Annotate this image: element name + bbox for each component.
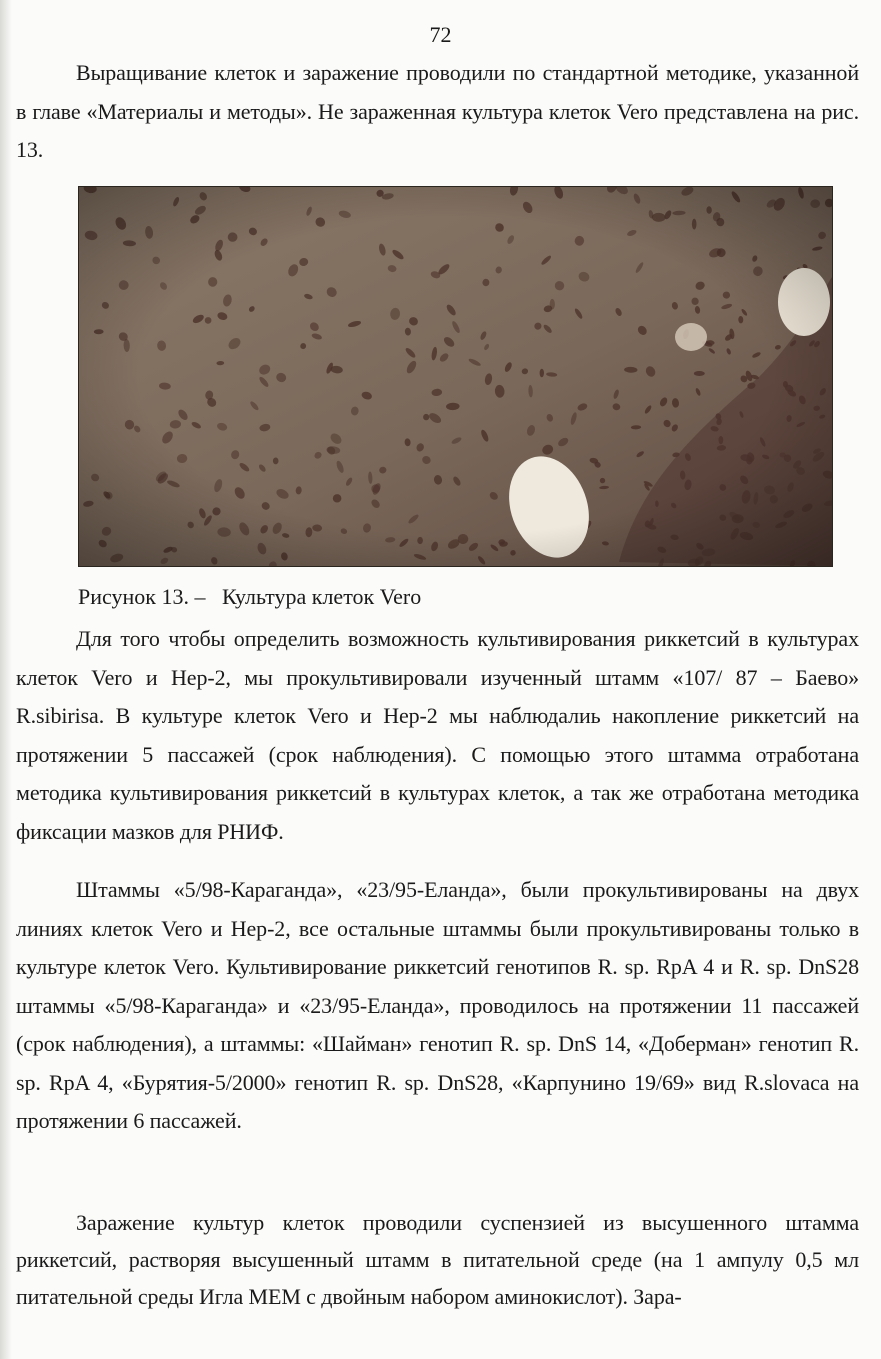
paragraph-infection: Заражение культур клеток проводили суспензией из высушенного штамма риккетсий, растворяя высушенный штамм в питательной среде (на 1 ампулу 0,5 мл питательной среды Игла МЕМ с двойным набором аминокислот). Зара- <box>16 1210 859 1309</box>
micrograph-figure <box>78 186 833 567</box>
paragraph-strains: Штаммы «5/98-Караганда», «23/95-Еланда», были прокультивированы на двух линиях клеток Vero и Hep-2, все остальные штаммы были прокультивированы только в культуре клеток Vero. Культивирование риккетсий генотипов R. sp. RpA 4 и R. sp. DnS28 штаммы «5/98-Караганда» и «23/95-Еланда», проводилось на протяжении 11 пассажей (срок наблюдения), а штаммы: «Шайман» генотип R. sp. DnS 14, «Доберман» генотип R. sp. RpA 4, «Бурятия-5/2000» генотип R. sp. DnS28, «Карпунино 19/69» вид R.slovaca на протяжении 6 пассажей. <box>16 877 859 1133</box>
paragraph-cultivation: Для того чтобы определить возможность культивирования риккетсий в культурах клеток Vero и Hep-2, мы прокультивировали изученный штамм «107/ 87 – Баево» R.sibirisa. В культуре клеток Vero и Hep-2 мы наблюдалиь накопление риккетсий на протяжении 5 пассажей (срок наблюдения). С помощью этого штамма отработана методика культивирования риккетсий в культурах клеток, а так же отработана методика фиксации мазков для РНИФ. <box>16 626 859 844</box>
page-number: 72 <box>429 22 452 47</box>
page-binding-shadow <box>0 0 12 1359</box>
figure-caption: Рисунок 13. – Культура клеток Vero <box>78 584 422 609</box>
vero-cell-micrograph <box>79 187 832 566</box>
paragraph-intro: Выращивание клеток и заражение проводили по стандартной методике, указанной в главе «Материалы и методы». Не зараженная культура клеток Vero представлена на рис. 13. <box>16 60 859 162</box>
